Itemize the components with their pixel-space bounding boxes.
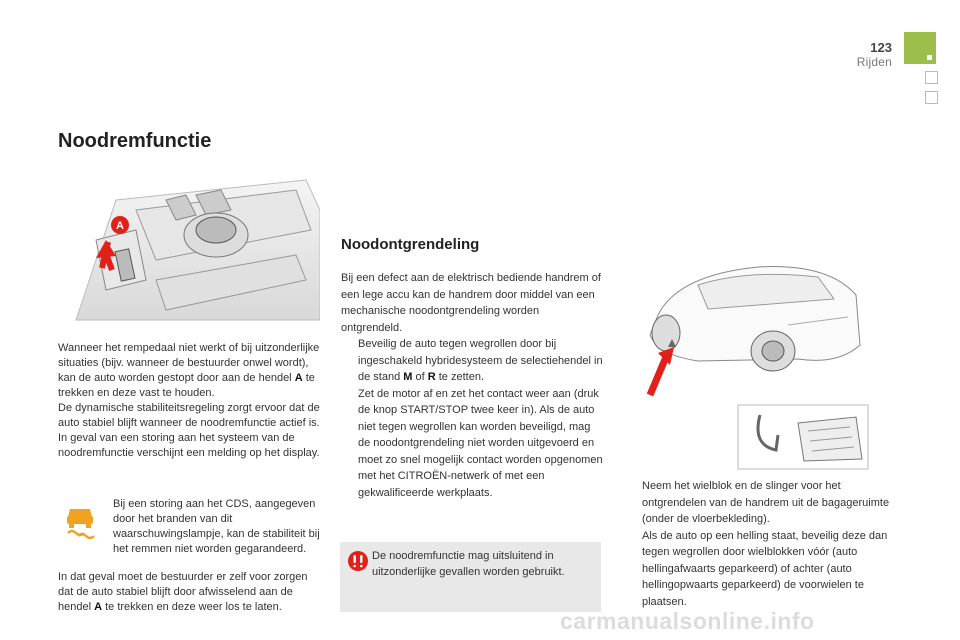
list-item	[625, 478, 890, 528]
warning-text: De noodremfunctie mag uitsluitend in uitzonderlijke gevallen worden gebruikt.	[372, 550, 565, 578]
bullet-marker	[625, 478, 642, 528]
page-number: 123	[870, 40, 892, 55]
list-item	[341, 386, 603, 502]
closing-paragraph: In dat geval moet de bestuurder er zelf voor zorgen dat de auto stabiel blijft door afwisselend aan de hendel A te trekken en deze weer los te laten.	[58, 571, 308, 613]
intro-paragraph	[58, 341, 320, 461]
warning-box	[340, 542, 601, 612]
chapter-tab-empty	[925, 71, 938, 84]
section-heading: Noodontgrendeling	[341, 236, 480, 253]
wheel-chock-instructions	[625, 478, 890, 610]
handbrake-console-illustration	[56, 170, 320, 330]
callout-a-label: A	[116, 220, 124, 232]
page-title: Noodremfunctie	[58, 130, 212, 152]
chapter-tab	[904, 32, 936, 64]
section-title: Rijden	[856, 55, 892, 69]
list-item-text: Zet de motor af en zet het contact weer aan (druk de knop START/STOP twee keer in). Als de auto niet tegen wegrollen kan worden beveiligd, mag de noodontgrendeling niet worden uitgevoerd en moet zo snel mogelijk contact worden opgenomen met het CITROËN-netwerk of met een gekwalificeerde werkplaats.	[358, 387, 603, 499]
chapter-tab-empty	[925, 91, 938, 104]
list-item-text: Als de auto op een helling staat, beveilig deze dan tegen wegrollen door wielblokken vóór (auto hellingafwaarts geparkeerd) of achter (auto hellingopwaarts geparkeerd) de voorwielen te plaatsen.	[642, 529, 888, 608]
list-item-text: Beveilig de auto tegen wegrollen door bij ingeschakeld hybridesysteem de selectiehendel in de stand M of R te zetten.	[358, 338, 603, 383]
bullet-marker	[341, 336, 358, 386]
bullet-marker	[341, 386, 358, 502]
release-intro: Bij een defect aan de elektrisch bediende handrem of een lege accu kan de handrem door middel van een mechanische noodontgrendeling worden ontgrendeld.	[341, 272, 601, 334]
car-skid-icon	[62, 503, 98, 539]
list-item-text: Neem het wielblok en de slinger voor het ontgrendelen van de handrem uit de bagageruimte (onder de vloerbekleding).	[642, 480, 890, 525]
car-wheel-chock-illustration	[638, 255, 870, 470]
stability-paragraph: De dynamische stabiliteitsregeling zorgt ervoor dat de auto stabiel blijft wanneer de noodremfunctie actief is.	[58, 402, 320, 429]
list-item	[341, 336, 603, 386]
rich-text: Wanneer het rempedaal niet werkt of bij uitzonderlijke situaties (bijv. wanneer de bestuurder onwel wordt), kan de auto worden gestopt door aan de hendel A te trekken en deze vast te houden.	[58, 342, 320, 399]
watermark: carmanualsonline.info	[560, 608, 815, 634]
list-item	[625, 528, 890, 611]
bullet-marker	[625, 528, 642, 611]
cds-warning-note: Bij een storing aan het CDS, aangegeven door het branden van dit waarschuwingslampje, kan de stabiliteit bij het remmen niet worden gegarandeerd.	[113, 498, 320, 555]
emergency-release-text	[341, 270, 603, 501]
exclamation-icon	[348, 551, 368, 571]
failure-paragraph: In geval van een storing aan het systeem van de noodremfunctie verschijnt een melding op het display.	[58, 432, 320, 459]
